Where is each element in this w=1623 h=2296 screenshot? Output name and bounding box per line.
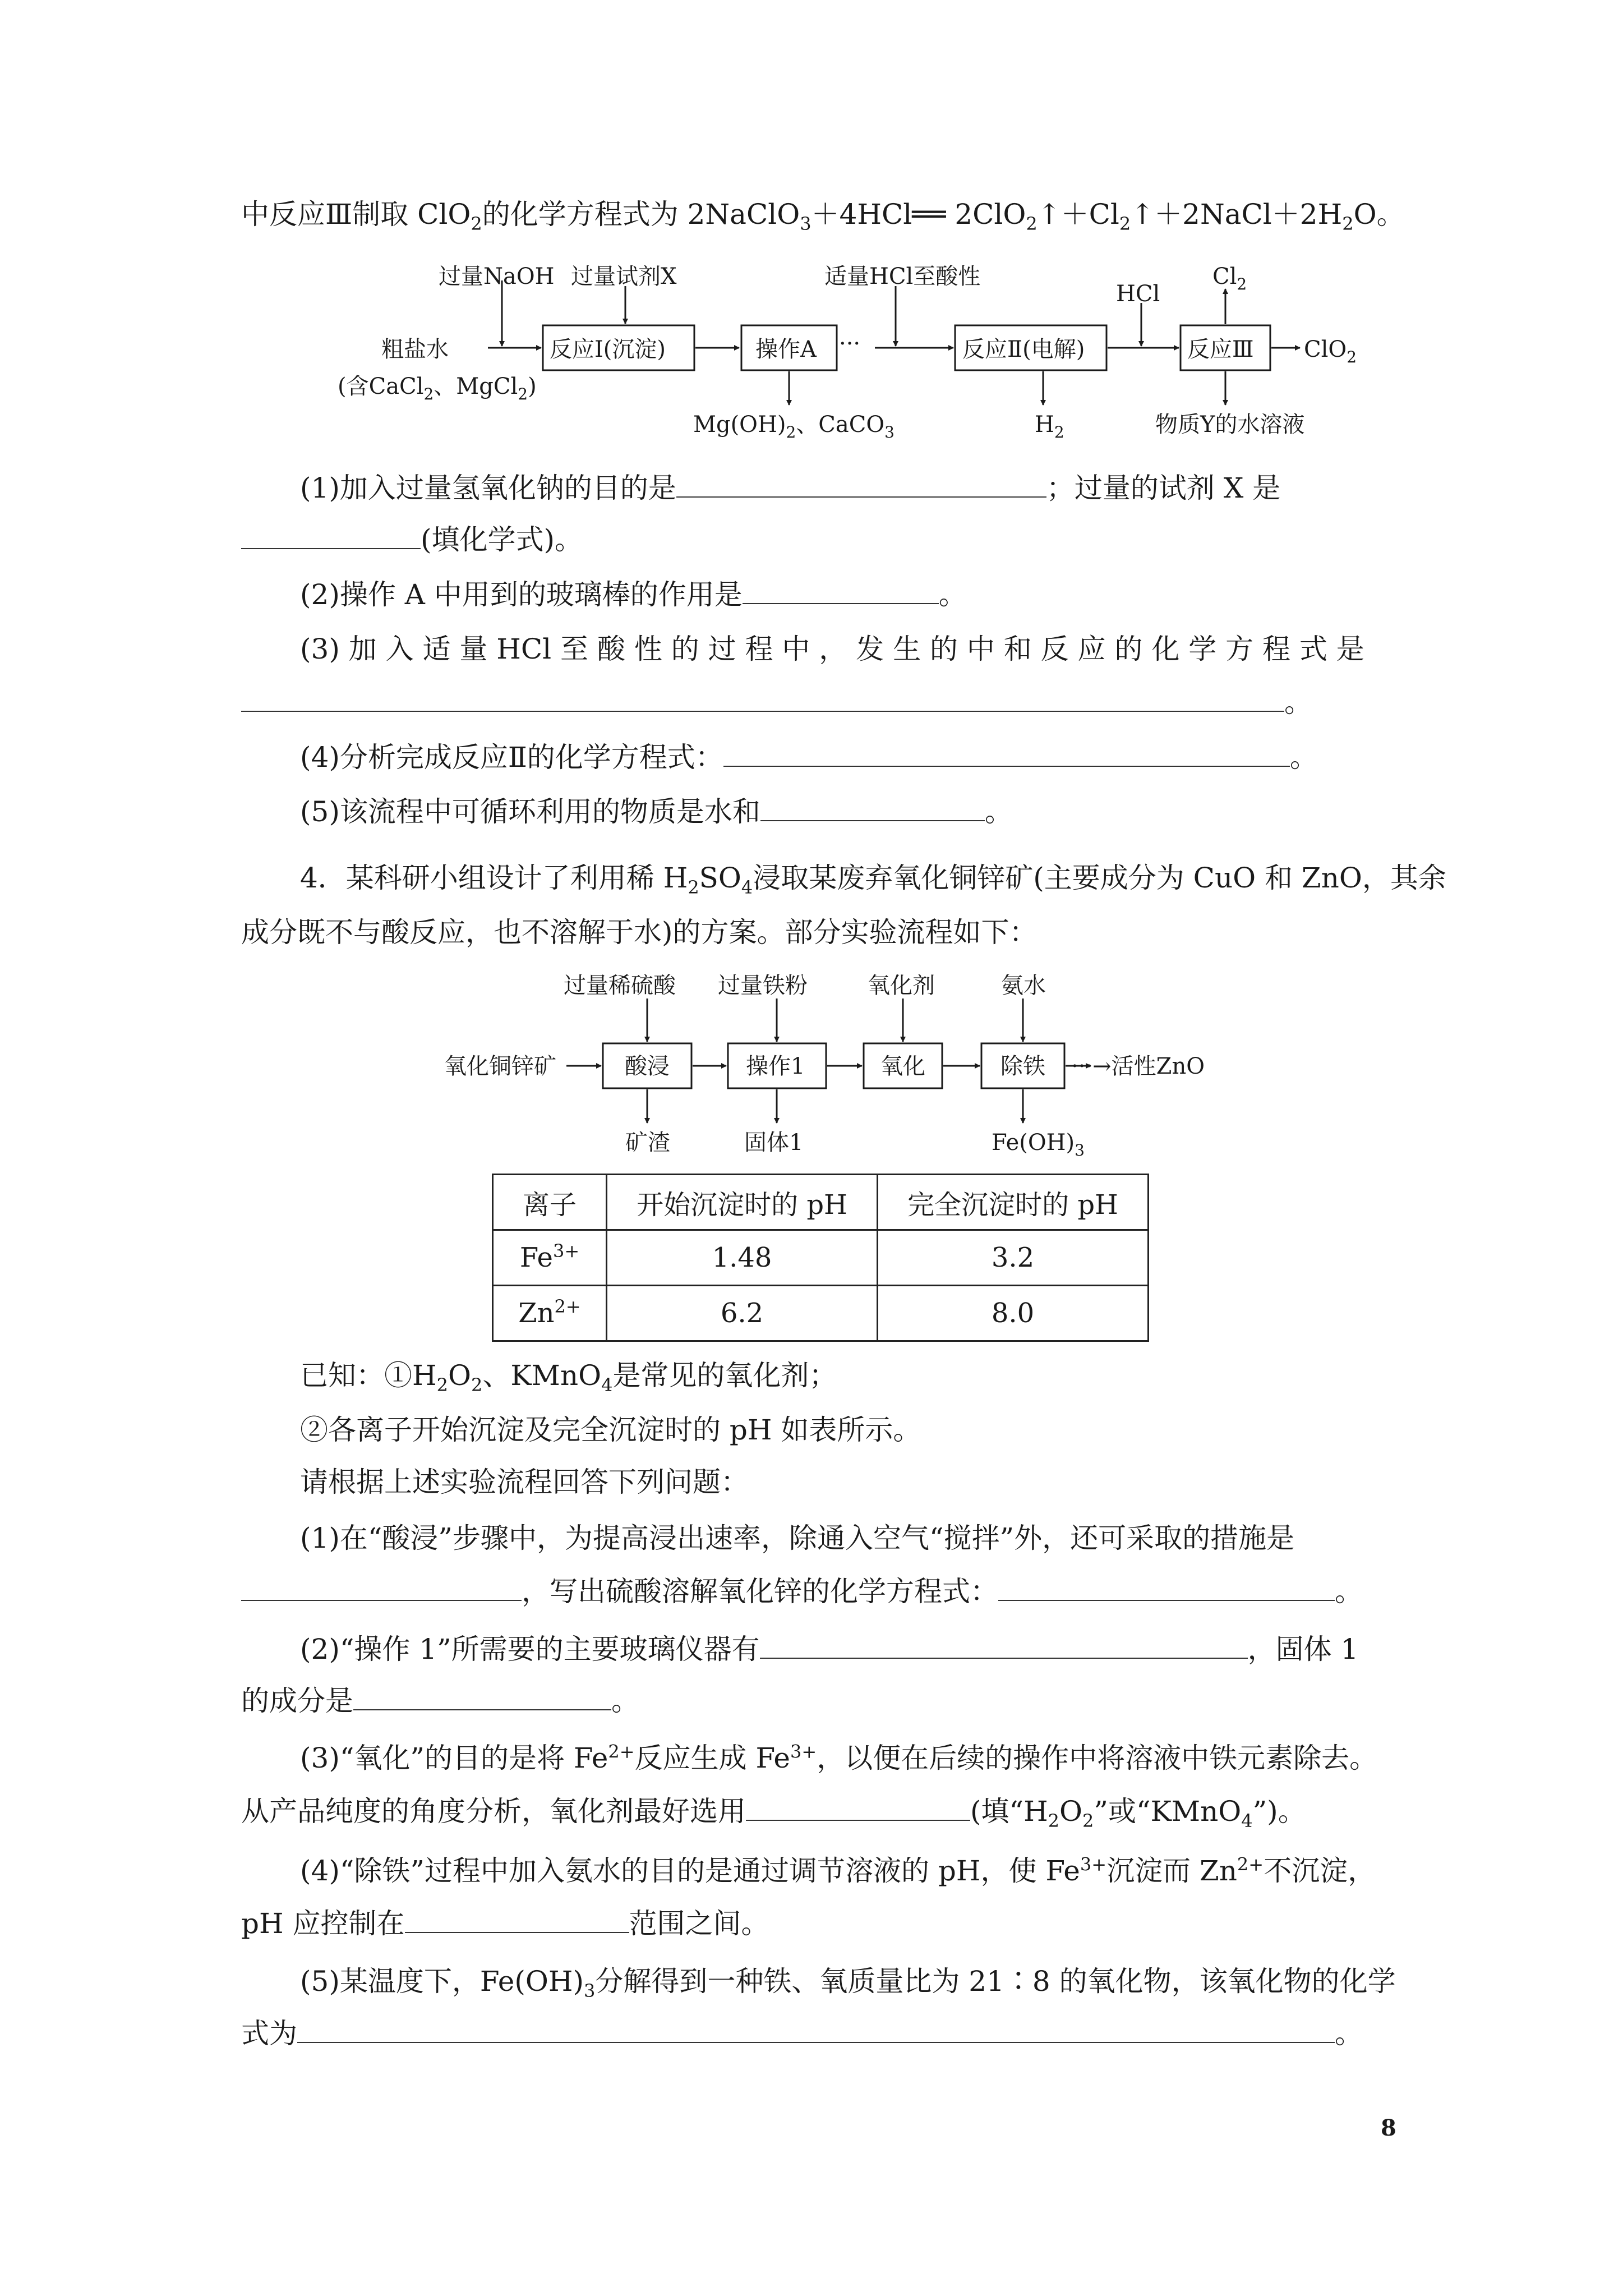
flow1-start: 粗盐水: [381, 337, 449, 362]
flow2-input-ammonia: 氨水: [1001, 973, 1046, 999]
q3-5: (5)该流程中可循环利用的物质是水和 。: [300, 795, 1013, 828]
q4-5-line2: 式为 。: [241, 2017, 1363, 2050]
flow1-input-hcl-acid: 适量HCl至酸性: [824, 264, 981, 289]
page-number: 8: [1381, 2115, 1396, 2141]
flow1-out1: $Mg(OH)_2$、CaCO$_3$: [693, 412, 895, 441]
table-header-row: [493, 1175, 1149, 1230]
flow2-box-remove-iron: 除铁: [1000, 1053, 1045, 1079]
flow1-box-reaction1: 反应Ⅰ(沉淀): [550, 337, 666, 362]
table-header: 开始沉淀时的 pH: [607, 1175, 878, 1230]
table-cell-ion: $Zn^{2+}$: [493, 1286, 607, 1341]
flow1-input-hcl: HCl: [1116, 281, 1160, 307]
q3-3-line2: 。: [241, 684, 1312, 720]
table-row: [493, 1230, 1149, 1286]
flow1-product: ClO$_2$: [1304, 337, 1357, 366]
known-1: 已知：$①H_2O_2$、KMnO$_4$是常见的氧化剂；: [300, 1359, 837, 1396]
flow2-box-operation1: 操作1: [746, 1053, 805, 1079]
flow1-out3: 物质Y的水溶液: [1155, 412, 1305, 438]
flow2-start: 氧化铜锌矿: [444, 1053, 556, 1079]
flow2-input-iron: 过量铁粉: [718, 973, 808, 999]
q3-3-line1: (3) 加 入 适 量 HCl 至 酸 性 的 过 程 中 ， 发 生 的 中 和 反 应 的 化 学 方 程 式 是: [300, 633, 1364, 665]
flow2-out-feoh3: $Fe(OH)_3$: [992, 1130, 1085, 1159]
q4-3-line1: (3)“氧化”的目的是将 $Fe^{2+}$反应生成 $Fe^{3+}$，以便在后续的操作中将溶液中铁元素除去。: [300, 1741, 1378, 1774]
q4-3-line2: 从产品纯度的角度分析，氧化剂最好选用 (填“$H_2O_2$”或“KMnO$_4$”)。: [241, 1795, 1306, 1832]
p4-line1: 4．某科研小组设计了利用稀 $H_2SO_4$浸取某废弃氧化铜锌矿(主要成分为 CuO 和 ZnO，其余: [300, 862, 1446, 898]
table-header: 完全沉淀时的 pH: [878, 1175, 1149, 1230]
table-cell: 3.2: [878, 1230, 1149, 1286]
table-cell: 1.48: [607, 1230, 878, 1286]
table-cell: 6.2: [607, 1286, 878, 1341]
q4-1-line1: (1)在“酸浸”步骤中，为提高浸出速率，除通入空气“搅拌”外，还可采取的措施是: [300, 1522, 1295, 1554]
flow1-box-operationA: 操作A: [755, 337, 817, 362]
p4-line2: 成分既不与酸反应，也不溶解于水)的方案。部分实验流程如下：: [241, 916, 1038, 949]
flow1-box-reaction3: 反应Ⅲ: [1187, 337, 1254, 362]
q4-5-line1: (5)某温度下，$Fe(OH)_3$分解得到一种铁、氧质量比为 21∶8 的氧化物，该氧化物的化学: [300, 1965, 1396, 2001]
intro-line: 中反应Ⅲ制取 ClO$_2$的化学方程式为 2NaClO$_3$＋4HCl══ $2ClO_2↑+Cl_2↑+2NaCl+2H_2O$。: [241, 198, 1405, 234]
q3-1-line1: (1)加入过量氢氧化钠的目的是 ；过量的试剂 X 是: [300, 472, 1281, 504]
flow2-input-acid: 过量稀硫酸: [564, 973, 676, 999]
flow2-out-slag: 矿渣: [625, 1130, 670, 1156]
known-2: ②各离子开始沉淀及完全沉淀时的 pH 如表所示。: [300, 1414, 921, 1446]
q4-4-line2: pH 应控制在 范围之间。: [241, 1907, 769, 1940]
flow1-input-x: 过量试剂X: [571, 264, 677, 289]
q3-2: (2)操作 A 中用到的玻璃棒的作用是 。: [300, 578, 967, 611]
flow1-ellipsis: ···: [839, 331, 861, 357]
flow1-out-cl2: $Cl_2$: [1212, 264, 1247, 293]
q4-2-line2: 的成分是 。: [241, 1685, 639, 1717]
flow2-tail: ···→活性ZnO: [1071, 1053, 1205, 1079]
flow2-box-oxidize: 氧化: [880, 1053, 925, 1079]
flow1-out2: $H_2$: [1035, 412, 1064, 441]
flow1-input-naoh: 过量NaOH: [439, 264, 555, 289]
q4-2-line1: (2)“操作 1”所需要的主要玻璃仪器有 ，固体 1: [300, 1633, 1359, 1665]
flow2-box-leach: 酸浸: [625, 1053, 670, 1079]
table-cell-ion: $Fe^{3+}$: [493, 1230, 607, 1286]
flow1-start-note: (含CaCl$_2$、MgCl$_2$): [338, 374, 537, 403]
table-row: [493, 1286, 1149, 1341]
q3-4: (4)分析完成反应Ⅱ的化学方程式： 。: [300, 741, 1318, 774]
flow2-out-solid1: 固体1: [744, 1130, 804, 1156]
q4-1-line2: ，写出硫酸溶解氧化锌的化学方程式： 。: [241, 1573, 1363, 1609]
table-header: 离子: [493, 1175, 607, 1230]
flow2-input-oxidant: 氧化剂: [868, 973, 935, 999]
q3-1-line2: (填化学式)。: [241, 522, 583, 558]
ph-table: [492, 1174, 1149, 1342]
q4-4-line1: (4)“除铁”过程中加入氨水的目的是通过调节溶液的 pH，使 $Fe^{3+}$沉淀而 $Zn^{2+}$不沉淀，: [300, 1853, 1376, 1887]
flow1-box-reaction2: 反应Ⅱ(电解): [962, 337, 1085, 362]
known-3: 请根据上述实验流程回答下列问题：: [300, 1466, 749, 1498]
table-cell: 8.0: [878, 1286, 1149, 1341]
